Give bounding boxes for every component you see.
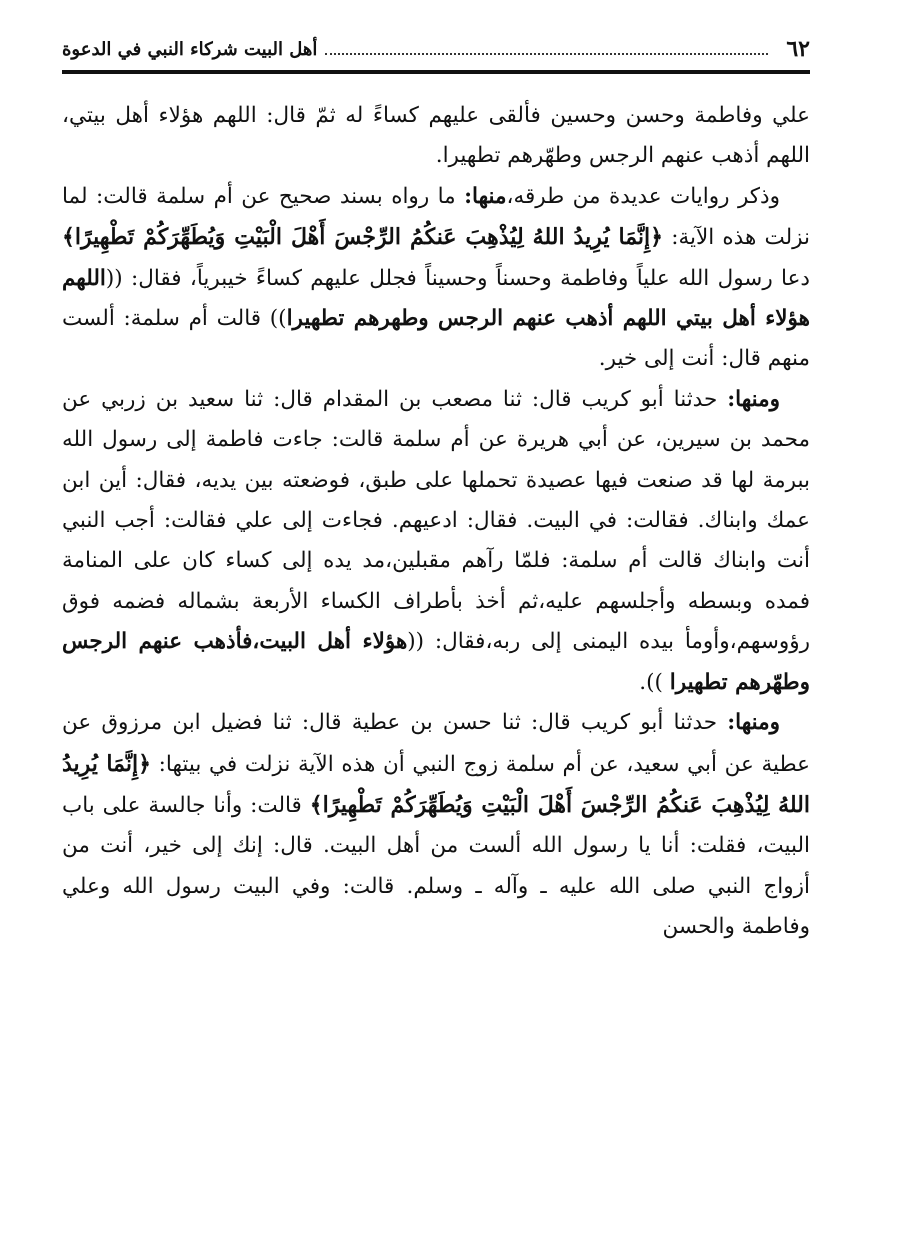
text-run: )) قالت أم سلمة: ألست منهم قال: أنت إلى خير.: [62, 306, 810, 372]
running-header: [62, 28, 810, 74]
text-run: )).: [639, 669, 670, 695]
bold-text: منها:: [464, 183, 507, 209]
text-run: قالت: وأنا جالسة على باب البيت، فقلت: أنا يا رسول الله ألست من أهل البيت. قال: إنك إلى خير، أنت من أزواج النبي صلى الله عليه ـ وآله ـ وسلم. قالت: وفي البيت رسول الله وعلي وفاطمة والحسن: [62, 792, 810, 940]
paragraph: [62, 96, 810, 177]
text-run: حدثنا أبو كريب قال: ثنا مصعب بن المقدام قال: ثنا سعيد بن زربي عن محمد بن سيرين، عن أبي هريرة عن أم سلمة قالت: جاءت فاطمة إلى رسول الله ببرمة لها قد صنعت فيها عصيدة تحملها على طبق، فوضعته بين يديه، فقال: أين ابن عمك وابناك. فقالت: في البيت. فقال: ادعيهم. فجاءت إلى علي فقالت: أجب النبي أنت وابناك قالت أم سلمة: فلمّا رآهم مقبلين،مد يده إلى كساء كان على المنامة فمده وبسطه وأجلسهم عليه،ثم أخذ بأطراف الكساء الأربعة بشماله فضمه فوق رؤوسهم،وأومأ بيده اليمنى إلى ربه،فقال: ((: [62, 386, 810, 655]
paragraph: [62, 703, 810, 947]
text-run: ما رواه بسند صحيح عن أم سلمة قالت: لما نزلت هذه الآية:: [62, 183, 810, 251]
text-run: علي وفاطمة وحسن وحسين فألقى عليهم كساءً له ثمّ قال: اللهم هؤلاء أهل بيتي، اللهم أذهب عنهم الرجس وطهّرهم تطهيرا.: [62, 103, 810, 169]
text-run: دعا رسول الله علياً وفاطمة وحسناً وحسيناً فجلل عليهم كساءً خيبرياً، فقال: ((: [105, 265, 810, 291]
bold-text: ومنها:: [727, 710, 780, 736]
header-dotted-leader: [325, 53, 768, 55]
bold-text: ومنها:: [727, 386, 780, 412]
paragraph: [62, 380, 810, 703]
bold-text: اللهم هؤلاء أهل بيتي اللهم أذهب عنهم الرجس وطهرهم تطهيرا: [62, 265, 811, 332]
text-run: حدثنا أبو كريب قال: ثنا حسن بن عطية قال: ثنا فضيل ابن مرزوق عن عطية عن أبي سعيد، عن أم سلمة زوج النبي أن هذه الآية نزلت في بيتها:: [62, 710, 810, 777]
text-run: وذكر روايات عديدة من طرقه،: [506, 183, 781, 209]
quran-verse: ﴿إِنَّمَا يُرِيدُ اللهُ لِيُذْهِبَ عَنكُمُ الرِّجْسَ أَهْلَ الْبَيْتِ وَيُطَهِّرَكُمْ تَطْهِيرًا﴾: [62, 750, 810, 818]
page-number: ٦٢: [786, 36, 810, 62]
body-text: [62, 96, 810, 948]
running-title: أهل البيت شركاء النبي في الدعوة: [62, 38, 318, 60]
quran-verse: ﴿إِنَّمَا يُرِيدُ اللهُ لِيُذْهِبَ عَنكُمُ الرِّجْسَ أَهْلَ الْبَيْتِ وَيُطَهِّرَكُمْ تَطْهِيرًا﴾: [62, 224, 664, 251]
paragraph: [62, 177, 810, 380]
bold-text: هؤلاء أهل البيت،فأذهب عنهم الرجس وطهّرهم تطهيرا: [62, 629, 810, 695]
